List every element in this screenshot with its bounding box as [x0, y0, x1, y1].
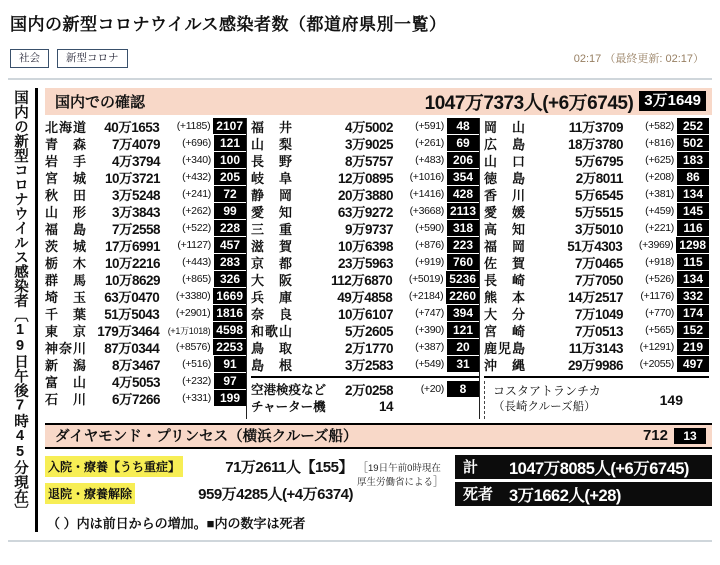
- publish-time: 02:17: [573, 53, 602, 66]
- daily-increase: (+390): [415, 324, 444, 337]
- grand-total-value: 1047万8085人(+6万6745): [509, 459, 689, 478]
- deaths-badge: 174: [677, 305, 709, 321]
- daily-increase: (+1万1018): [167, 325, 211, 336]
- deaths-badge: 326: [214, 271, 246, 287]
- table-row: [251, 152, 479, 169]
- total-deaths-value: 3万1662人(+28): [509, 486, 621, 505]
- deaths-badge: 760: [447, 254, 479, 270]
- prefecture-name: 栃 木: [45, 255, 86, 271]
- prefecture-column-2: [246, 118, 479, 419]
- daily-increase: (+590): [415, 222, 444, 235]
- total-cases: 18万3780: [567, 137, 623, 153]
- prefecture-name: 鳥 取: [251, 340, 292, 356]
- daily-increase: (+865): [182, 273, 211, 286]
- table-row: [484, 339, 709, 356]
- prefecture-name: 石 川: [45, 391, 86, 407]
- deaths-badge: 428: [447, 186, 479, 202]
- table-row: [45, 390, 246, 407]
- daily-increase: (+770): [645, 307, 674, 320]
- total-cases: 5万5515: [574, 205, 623, 221]
- prefecture-name: 島 根: [251, 357, 292, 373]
- note-line-2: 厚生労働省による: [357, 477, 434, 489]
- table-row: [45, 186, 246, 203]
- table-row: [45, 203, 246, 220]
- deaths-badge: 152: [677, 322, 709, 338]
- total-cases: 10万8629: [104, 273, 160, 289]
- daily-increase: (+208): [645, 171, 674, 184]
- table-row: [45, 237, 246, 254]
- daily-increase: (+2901): [175, 307, 211, 320]
- table-row: [251, 118, 479, 135]
- daily-increase: (+443): [182, 256, 211, 269]
- table-row: [484, 152, 709, 169]
- total-cases: 4万5053: [111, 375, 160, 391]
- prefecture-name: 熊 本: [484, 289, 525, 305]
- deaths-badge: 100: [214, 152, 246, 168]
- deaths-badge: 457: [214, 237, 246, 253]
- table-row: [45, 254, 246, 271]
- prefecture-name: 神 奈 川: [45, 340, 86, 356]
- prefecture-name: 福 井: [251, 119, 292, 135]
- deaths-badge: 2113: [447, 203, 479, 219]
- infographic: [8, 88, 712, 532]
- daily-increase: (+1127): [177, 239, 211, 252]
- daily-increase: (+522): [182, 222, 211, 235]
- total-cases: 5万2605: [344, 324, 393, 340]
- table-row: [484, 169, 709, 186]
- prefecture-name: 茨 城: [45, 238, 86, 254]
- deaths-badge: 4598: [213, 322, 246, 338]
- deaths-badge: 48: [447, 118, 479, 134]
- table-row: [45, 271, 246, 288]
- table-row: [45, 220, 246, 237]
- national-total: 1047万7373人(+6万6745): [424, 92, 634, 114]
- total-cases: 3万3843: [111, 205, 160, 221]
- costa-section: [484, 376, 709, 419]
- table-row: [484, 322, 709, 339]
- total-cases: 2万0258: [344, 383, 393, 399]
- total-cases: 3万2583: [344, 358, 393, 374]
- daily-increase: (+340): [182, 154, 211, 167]
- total-cases: 5万6795: [574, 154, 623, 170]
- table-row: [251, 135, 479, 152]
- tag-society[interactable]: 社会: [10, 49, 49, 68]
- total-cases: 14万2517: [567, 290, 623, 306]
- total-cases: 51万4303: [567, 239, 623, 255]
- daily-increase: (+387): [415, 341, 444, 354]
- total-cases: 7万4079: [111, 137, 160, 153]
- legend-footnote: （ ）内は前日からの増加。■内の数字は死者: [47, 515, 306, 531]
- table-row: [251, 169, 479, 186]
- daily-increase: (+696): [182, 137, 211, 150]
- deaths-badge: 86: [677, 169, 709, 185]
- daily-increase: (+3969): [638, 239, 674, 252]
- prefecture-name: 埼 玉: [45, 289, 86, 305]
- table-row: [484, 356, 709, 373]
- summary-section: [45, 455, 712, 506]
- daily-increase: (+8576): [175, 341, 211, 354]
- table-row: [251, 305, 479, 322]
- total-cases: 49万4858: [337, 290, 393, 306]
- prefecture-name: 宮 城: [45, 170, 86, 186]
- prefecture-name: 三 重: [251, 221, 292, 237]
- daily-increase: (+331): [182, 392, 211, 405]
- tag-row: [8, 45, 712, 78]
- table-row: [45, 356, 246, 373]
- table-row: [45, 322, 246, 339]
- discharged-row: [45, 482, 353, 505]
- prefecture-name: 宮 崎: [484, 323, 525, 339]
- daily-increase: (+1291): [639, 341, 674, 354]
- deaths-badge: 183: [677, 152, 709, 168]
- note-bracket-close: ］: [433, 476, 445, 489]
- daily-increase: (+381): [645, 188, 674, 201]
- total-cases: 8万5757: [344, 154, 393, 170]
- total-cases: 179万3464: [97, 324, 160, 340]
- prefecture-name: 長 崎: [484, 272, 525, 288]
- total-cases: 10万6107: [337, 307, 393, 323]
- total-cases: 6万7266: [111, 392, 160, 408]
- total-cases: 7万1049: [574, 307, 623, 323]
- table-row: [484, 305, 709, 322]
- deaths-badge: 115: [677, 254, 709, 270]
- hospitalized-row: [45, 455, 353, 478]
- table-row: [251, 186, 479, 203]
- total-cases: 4万5002: [344, 120, 393, 136]
- total-cases: 10万2216: [104, 256, 160, 272]
- deaths-badge: 502: [677, 135, 709, 151]
- daily-increase: (+516): [182, 358, 211, 371]
- deaths-badge: 394: [447, 305, 479, 321]
- deaths-badge: 205: [214, 169, 246, 185]
- confirmed-header-bar: [45, 88, 712, 115]
- table-row: [251, 381, 479, 398]
- table-row: [45, 152, 246, 169]
- top-divider: [8, 78, 712, 80]
- deaths-badge: 252: [677, 118, 709, 134]
- deaths-badge: 1816: [213, 305, 246, 321]
- prefecture-name: 北 海 道: [45, 119, 86, 135]
- prefecture-name: 山 形: [45, 204, 86, 220]
- total-cases: 4万3794: [111, 154, 160, 170]
- daily-increase: (+565): [645, 324, 674, 337]
- daily-increase: (+261): [415, 137, 444, 150]
- table-row: [251, 220, 479, 237]
- daily-increase: (+3380): [175, 290, 211, 303]
- prefecture-name: 兵 庫: [251, 289, 292, 305]
- deaths-badge: 219: [677, 339, 709, 355]
- prefecture-name: 鹿 児 島: [484, 340, 525, 356]
- table-row: [484, 288, 709, 305]
- table-row: [45, 118, 246, 135]
- prefecture-name: 千 葉: [45, 306, 86, 322]
- table-row: [251, 356, 479, 373]
- total-cases: 3万9025: [344, 137, 393, 153]
- deaths-badge: 31: [447, 356, 479, 372]
- daily-increase: (+526): [645, 273, 674, 286]
- total-cases: 8万3467: [111, 358, 160, 374]
- deaths-badge: 69: [447, 135, 479, 151]
- deaths-badge: 206: [447, 152, 479, 168]
- total-cases: 112万6870: [330, 273, 393, 289]
- national-deaths-badge: 3万1649: [639, 91, 706, 111]
- deaths-badge: 134: [677, 186, 709, 202]
- discharged-value: 959万4285人(+4万6374): [198, 485, 353, 503]
- daily-increase: (+20): [420, 383, 444, 396]
- total-cases: 12万0895: [337, 171, 393, 187]
- deaths-badge: 5236: [446, 271, 479, 287]
- region-name: チャーター機: [251, 400, 326, 415]
- hospitalized-value: 71万2611人【155】: [225, 458, 353, 476]
- prefecture-name: 奈 良: [251, 306, 292, 322]
- daily-increase: (+483): [415, 154, 444, 167]
- total-cases: 2万8011: [575, 171, 623, 187]
- table-row: [45, 288, 246, 305]
- deaths-badge: 223: [447, 237, 479, 253]
- deaths-badge: 8: [447, 381, 479, 397]
- total-cases: 9万9737: [344, 222, 393, 238]
- daily-increase: (+5019): [408, 273, 444, 286]
- total-cases: 3万5248: [111, 188, 160, 204]
- total-cases: 11万3143: [568, 341, 623, 357]
- table-row: [45, 169, 246, 186]
- prefecture-name: 岐 阜: [251, 170, 292, 186]
- table-row: [484, 237, 709, 254]
- table-row: [251, 322, 479, 339]
- diamond-princess-total: 712: [642, 427, 668, 445]
- deaths-badge: 354: [447, 169, 479, 185]
- deaths-badge: 2253: [213, 339, 246, 355]
- total-cases: 7万0465: [574, 256, 623, 272]
- daily-increase: (+549): [415, 358, 444, 371]
- confirmed-label: 国内での確認: [55, 93, 146, 111]
- daily-increase: (+591): [415, 120, 444, 133]
- prefecture-name: 沖 縄: [484, 357, 525, 373]
- deaths-badge: 497: [677, 356, 709, 372]
- daily-increase: (+262): [182, 205, 211, 218]
- table-row: [45, 305, 246, 322]
- daily-increase: (+1416): [409, 188, 444, 201]
- prefecture-name: 福 岡: [484, 238, 525, 254]
- deaths-badge: 228: [214, 220, 246, 236]
- prefecture-rows: [251, 118, 479, 373]
- daily-increase: (+582): [645, 120, 674, 133]
- total-cases: 11万3709: [568, 120, 623, 136]
- costa-total: 149: [659, 391, 683, 408]
- prefecture-name: 富 山: [45, 374, 86, 390]
- prefecture-name: 静 岡: [251, 187, 292, 203]
- table-row: [484, 135, 709, 152]
- total-cases: 63万0470: [104, 290, 160, 306]
- prefecture-name: 山 梨: [251, 136, 292, 152]
- deaths-badge: 20: [447, 339, 479, 355]
- total-deaths-banner: [455, 482, 712, 506]
- deaths-badge: 72: [214, 186, 246, 202]
- note-bracket-open: ［: [357, 461, 368, 474]
- total-cases: 5万6545: [574, 188, 623, 204]
- daily-increase: (+876): [415, 239, 444, 252]
- total-cases: 10万6398: [337, 239, 393, 255]
- daily-increase: (+1016): [409, 171, 444, 184]
- daily-increase: (+2184): [408, 290, 444, 303]
- daily-increase: (+1185): [176, 120, 211, 133]
- infographic-main: [38, 88, 712, 532]
- total-cases: 14: [378, 398, 393, 414]
- total-cases: 40万1653: [104, 120, 160, 136]
- daily-increase: (+232): [182, 375, 211, 388]
- prefecture-name: 和 歌 山: [251, 323, 292, 339]
- prefecture-name: 東 京: [45, 323, 86, 339]
- diamond-princess-bar: [45, 423, 712, 449]
- daily-increase: (+747): [415, 307, 444, 320]
- total-cases: 23万5963: [337, 256, 393, 272]
- total-cases: 63万9272: [337, 205, 393, 221]
- prefecture-rows: [484, 118, 709, 373]
- prefecture-name: 佐 賀: [484, 255, 525, 271]
- prefecture-column-3: [479, 118, 709, 419]
- total-deaths-label: 死者: [463, 486, 494, 504]
- deaths-badge: 99: [214, 203, 246, 219]
- note-line-1: 19日午前0時現在: [368, 462, 441, 474]
- prefecture-name: 岩 手: [45, 153, 86, 169]
- prefecture-name: 滋 賀: [251, 238, 292, 254]
- daily-increase: (+625): [645, 154, 674, 167]
- page-title: 国内の新型コロナウイルス感染者数（都道府県別一覧）: [10, 15, 447, 34]
- tag-covid[interactable]: 新型コロナ: [57, 49, 128, 68]
- region-name: 空港検疫など: [251, 383, 327, 398]
- prefecture-name: 山 口: [484, 153, 525, 169]
- table-row: [484, 271, 709, 288]
- deaths-badge: 2107: [213, 118, 246, 134]
- prefecture-name: 京 都: [251, 255, 292, 271]
- grand-total-label: 計: [463, 459, 479, 477]
- prefecture-table: [45, 118, 712, 419]
- prefecture-name: 青 森: [45, 136, 86, 152]
- table-row: [484, 203, 709, 220]
- total-cases: 3万5010: [574, 222, 623, 238]
- care-status-block: [45, 455, 353, 506]
- total-cases: 7万7050: [574, 273, 623, 289]
- deaths-badge: 134: [677, 271, 709, 287]
- deaths-badge: 97: [214, 373, 246, 389]
- table-row: [45, 135, 246, 152]
- daily-increase: (+3668): [409, 205, 444, 218]
- total-cases: 10万3721: [104, 171, 160, 187]
- sidebar-vertical-title: 国内の新型コロナウイルス感染者〔19日午後7時45分現在〕: [8, 88, 38, 532]
- bottom-divider: [8, 540, 712, 542]
- prefecture-name: 徳 島: [484, 170, 525, 186]
- totals-banners: [455, 455, 712, 506]
- total-cases: 87万0344: [104, 341, 160, 357]
- prefecture-name: 新 潟: [45, 357, 86, 373]
- table-row: [484, 186, 709, 203]
- deaths-badge: 2260: [446, 288, 479, 304]
- deaths-badge: 1298: [676, 237, 709, 253]
- deaths-badge: 199: [214, 390, 246, 406]
- costa-ship-sub: （長崎クルーズ船）: [493, 401, 596, 414]
- total-cases: 2万1770: [344, 341, 393, 357]
- table-row: [251, 203, 479, 220]
- total-cases: 29万9986: [567, 358, 623, 374]
- table-row: [484, 118, 709, 135]
- deaths-badge: 91: [214, 356, 246, 372]
- total-cases: 17万6991: [104, 239, 160, 255]
- daily-increase: (+918): [645, 256, 674, 269]
- deaths-badge: 283: [214, 254, 246, 270]
- prefecture-name: 愛 媛: [484, 204, 525, 220]
- costa-ship-name: コスタアトランチカ: [493, 384, 601, 399]
- table-row: [484, 220, 709, 237]
- prefecture-name: 大 阪: [251, 272, 292, 288]
- daily-increase: (+221): [645, 222, 674, 235]
- costa-name: [493, 384, 601, 414]
- deaths-badge: 121: [447, 322, 479, 338]
- diamond-princess-label: ダイヤモンド・プリンセス（横浜クルーズ船）: [55, 429, 358, 446]
- deaths-badge: 318: [447, 220, 479, 236]
- deaths-badge: 121: [214, 135, 246, 151]
- table-row: [251, 288, 479, 305]
- costa-row: [484, 381, 709, 419]
- table-row: [484, 254, 709, 271]
- prefecture-column-1: [45, 118, 246, 419]
- prefecture-name: 香 川: [484, 187, 525, 203]
- grand-total-banner: [455, 455, 712, 479]
- last-updated: （最終更新: 02:17）: [604, 53, 704, 66]
- deaths-badge: 1669: [213, 288, 246, 304]
- diamond-princess-deaths-badge: 13: [674, 428, 706, 444]
- prefecture-name: 福 島: [45, 221, 86, 237]
- total-cases: 7万0513: [574, 324, 623, 340]
- prefecture-name: 高 知: [484, 221, 525, 237]
- prefecture-name: 大 分: [484, 306, 525, 322]
- source-note: [357, 455, 451, 506]
- timestamp: [574, 50, 710, 66]
- table-row: [251, 254, 479, 271]
- prefecture-name: 愛 知: [251, 204, 292, 220]
- prefecture-name: 群 馬: [45, 272, 86, 288]
- total-cases: 51万5043: [104, 307, 160, 323]
- prefecture-name: 広 島: [484, 136, 525, 152]
- deaths-badge: 145: [677, 203, 709, 219]
- deaths-badge: 332: [677, 288, 709, 304]
- hospitalized-label: 入院・療養【うち重症】: [45, 456, 183, 477]
- prefecture-name: 岡 山: [484, 119, 525, 135]
- prefecture-name: 長 野: [251, 153, 292, 169]
- airport-quarantine-section: [251, 376, 479, 415]
- daily-increase: (+919): [415, 256, 444, 269]
- deaths-badge: 116: [677, 220, 709, 236]
- daily-increase: (+241): [182, 188, 211, 201]
- total-cases: 7万2558: [111, 222, 160, 238]
- discharged-label: 退院・療養解除: [45, 483, 135, 504]
- table-row: [251, 339, 479, 356]
- table-row: [251, 237, 479, 254]
- table-row: [45, 339, 246, 356]
- daily-increase: (+2055): [639, 358, 674, 371]
- daily-increase: (+459): [645, 205, 674, 218]
- table-row: [45, 373, 246, 390]
- prefecture-name: 秋 田: [45, 187, 86, 203]
- daily-increase: (+816): [645, 137, 674, 150]
- table-row: [251, 271, 479, 288]
- total-cases: 20万3880: [337, 188, 393, 204]
- daily-increase: (+432): [182, 171, 211, 184]
- daily-increase: (+1176): [640, 290, 674, 303]
- table-row: [251, 398, 479, 415]
